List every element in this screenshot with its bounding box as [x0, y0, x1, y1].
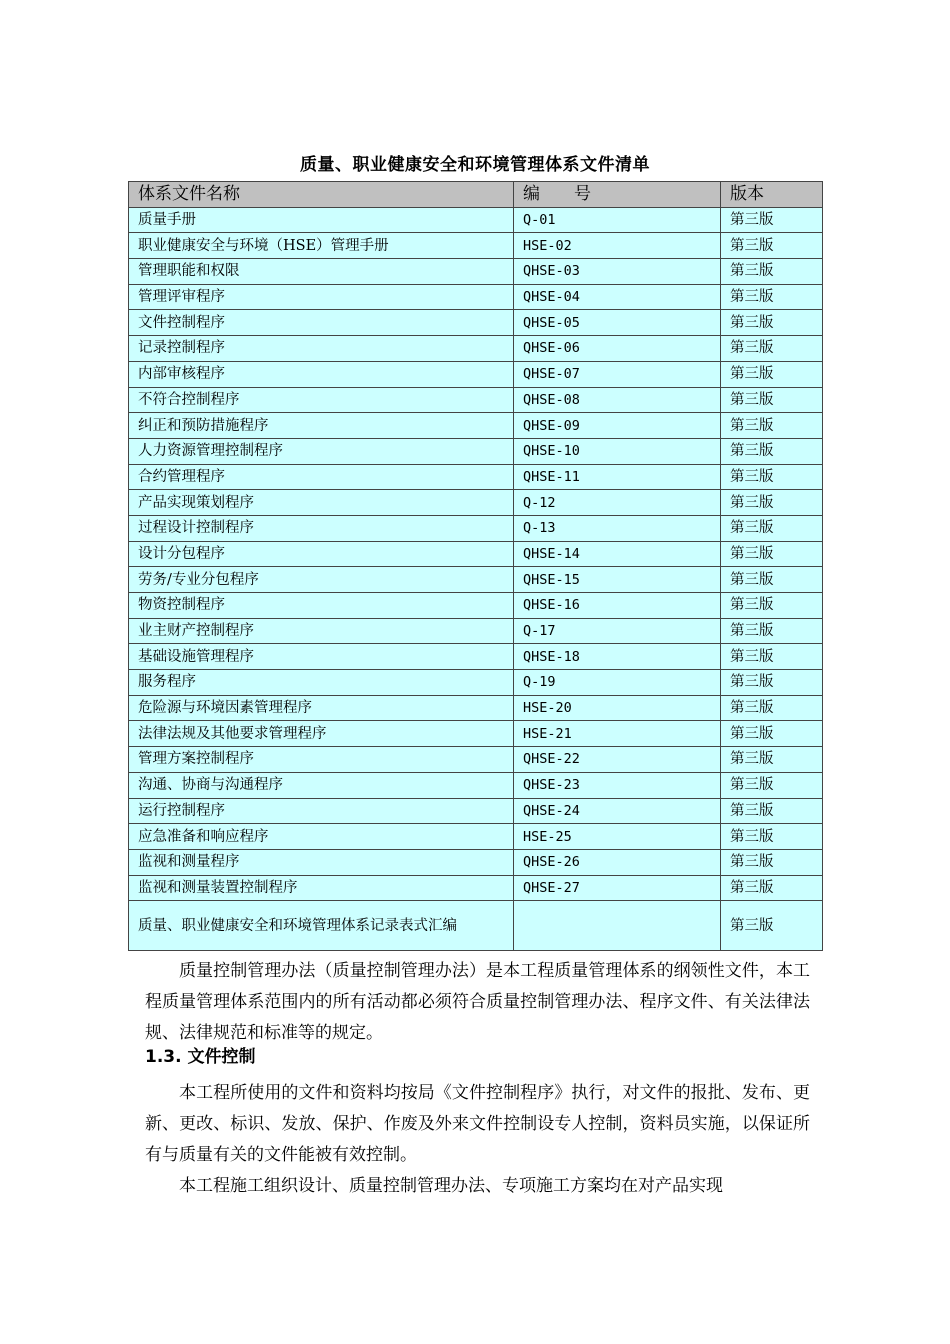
- cell-document-name: 内部审核程序: [129, 361, 514, 387]
- cell-document-code: QHSE-05: [514, 310, 721, 336]
- table-header-row: [129, 182, 823, 208]
- cell-document-version: 第三版: [721, 670, 823, 696]
- table-row: [129, 361, 823, 387]
- cell-document-code: QHSE-08: [514, 387, 721, 413]
- cell-document-version: 第三版: [721, 259, 823, 285]
- cell-document-name: 法律法规及其他要求管理程序: [129, 721, 514, 747]
- cell-document-code: QHSE-26: [514, 849, 721, 875]
- cell-document-code: HSE-25: [514, 824, 721, 850]
- cell-document-code: QHSE-10: [514, 438, 721, 464]
- table-row: [129, 824, 823, 850]
- table-row: [129, 747, 823, 773]
- table-row: [129, 721, 823, 747]
- table-row: [129, 618, 823, 644]
- cell-document-name: 服务程序: [129, 670, 514, 696]
- cell-document-code: QHSE-03: [514, 259, 721, 285]
- paragraph: [145, 1171, 810, 1202]
- table-row: [129, 772, 823, 798]
- cell-document-code: [514, 901, 721, 951]
- cell-document-name: 监视和测量装置控制程序: [129, 875, 514, 901]
- cell-document-name: 设计分包程序: [129, 541, 514, 567]
- cell-document-version: 第三版: [721, 772, 823, 798]
- cell-document-version: 第三版: [721, 875, 823, 901]
- cell-document-name: 应急准备和响应程序: [129, 824, 514, 850]
- cell-document-name: 不符合控制程序: [129, 387, 514, 413]
- cell-document-name: 业主财产控制程序: [129, 618, 514, 644]
- cell-document-code: Q-19: [514, 670, 721, 696]
- section-heading: 1.3. 文件控制: [145, 1047, 256, 1067]
- cell-document-code: QHSE-16: [514, 593, 721, 619]
- cell-document-version: 第三版: [721, 310, 823, 336]
- cell-document-version: 第三版: [721, 233, 823, 259]
- table-body: [129, 207, 823, 951]
- table-row: [129, 593, 823, 619]
- cell-document-version: 第三版: [721, 207, 823, 233]
- table-row: [129, 310, 823, 336]
- cell-document-version: 第三版: [721, 387, 823, 413]
- cell-document-name: 质量、职业健康安全和环境管理体系记录表式汇编: [129, 901, 514, 951]
- table-row: [129, 387, 823, 413]
- table-row: [129, 644, 823, 670]
- paragraph-text: 本工程施工组织设计、质量控制管理办法、专项施工方案均在对产品实现: [179, 1176, 723, 1196]
- table-row: [129, 515, 823, 541]
- cell-document-version: 第三版: [721, 490, 823, 516]
- cell-document-name: 基础设施管理程序: [129, 644, 514, 670]
- table-row: [129, 284, 823, 310]
- cell-document-code: HSE-21: [514, 721, 721, 747]
- cell-document-code: QHSE-24: [514, 798, 721, 824]
- cell-document-name: 运行控制程序: [129, 798, 514, 824]
- paragraph: [145, 956, 810, 1049]
- cell-document-version: 第三版: [721, 515, 823, 541]
- cell-document-code: HSE-20: [514, 695, 721, 721]
- cell-document-version: 第三版: [721, 901, 823, 951]
- cell-document-code: Q-12: [514, 490, 721, 516]
- cell-document-version: 第三版: [721, 361, 823, 387]
- cell-document-version: 第三版: [721, 438, 823, 464]
- cell-document-name: 质量手册: [129, 207, 514, 233]
- cell-document-version: 第三版: [721, 747, 823, 773]
- table-row: [129, 438, 823, 464]
- table-row: [129, 798, 823, 824]
- table-row: [129, 336, 823, 362]
- cell-document-name: 物资控制程序: [129, 593, 514, 619]
- cell-document-version: 第三版: [721, 541, 823, 567]
- cell-document-code: QHSE-15: [514, 567, 721, 593]
- cell-document-code: HSE-02: [514, 233, 721, 259]
- table-row: [129, 207, 823, 233]
- cell-document-code: QHSE-18: [514, 644, 721, 670]
- cell-document-name: 监视和测量程序: [129, 849, 514, 875]
- cell-document-version: 第三版: [721, 695, 823, 721]
- cell-document-version: 第三版: [721, 284, 823, 310]
- cell-document-code: Q-01: [514, 207, 721, 233]
- cell-document-version: 第三版: [721, 798, 823, 824]
- cell-document-version: 第三版: [721, 618, 823, 644]
- cell-document-name: 管理评审程序: [129, 284, 514, 310]
- cell-document-version: 第三版: [721, 413, 823, 439]
- cell-document-code: QHSE-04: [514, 284, 721, 310]
- cell-document-version: 第三版: [721, 721, 823, 747]
- cell-document-name: 管理方案控制程序: [129, 747, 514, 773]
- cell-document-name: 危险源与环境因素管理程序: [129, 695, 514, 721]
- cell-document-code: QHSE-23: [514, 772, 721, 798]
- cell-document-name: 过程设计控制程序: [129, 515, 514, 541]
- cell-document-code: QHSE-11: [514, 464, 721, 490]
- cell-document-name: 纠正和预防措施程序: [129, 413, 514, 439]
- cell-document-version: 第三版: [721, 464, 823, 490]
- cell-document-version: 第三版: [721, 567, 823, 593]
- table-row: [129, 875, 823, 901]
- cell-document-name: 管理职能和权限: [129, 259, 514, 285]
- cell-document-code: Q-13: [514, 515, 721, 541]
- table-row: [129, 541, 823, 567]
- cell-document-name: 劳务/专业分包程序: [129, 567, 514, 593]
- cell-document-code: QHSE-14: [514, 541, 721, 567]
- cell-document-name: 人力资源管理控制程序: [129, 438, 514, 464]
- cell-document-code: QHSE-27: [514, 875, 721, 901]
- cell-document-name: 沟通、协商与沟通程序: [129, 772, 514, 798]
- table-row: [129, 670, 823, 696]
- cell-document-version: 第三版: [721, 336, 823, 362]
- table-row: [129, 567, 823, 593]
- page-title: 质量、职业健康安全和环境管理体系文件清单: [300, 155, 650, 175]
- cell-document-code: QHSE-22: [514, 747, 721, 773]
- table-row: [129, 695, 823, 721]
- cell-document-code: Q-17: [514, 618, 721, 644]
- document-list-table: [128, 181, 823, 951]
- table-row: [129, 233, 823, 259]
- paragraph-text: 质量控制管理办法（质量控制管理办法）是本工程质量管理体系的纲领性文件，本工程质量管理体系范围内的所有活动都必须符合质量控制管理办法、程序文件、有关法律法规、法律规范和标准等的规定。: [145, 961, 810, 1043]
- cell-document-code: QHSE-09: [514, 413, 721, 439]
- table-row: [129, 901, 823, 951]
- header-version: 版本: [721, 182, 823, 208]
- header-name: 体系文件名称: [129, 182, 514, 208]
- table-row: [129, 413, 823, 439]
- paragraph: [145, 1078, 810, 1171]
- cell-document-name: 产品实现策划程序: [129, 490, 514, 516]
- cell-document-name: 职业健康安全与环境（HSE）管理手册: [129, 233, 514, 259]
- table-row: [129, 849, 823, 875]
- cell-document-version: 第三版: [721, 593, 823, 619]
- cell-document-version: 第三版: [721, 824, 823, 850]
- cell-document-version: 第三版: [721, 849, 823, 875]
- cell-document-name: 记录控制程序: [129, 336, 514, 362]
- cell-document-version: 第三版: [721, 644, 823, 670]
- paragraph-text: 本工程所使用的文件和资料均按局《文件控制程序》执行，对文件的报批、发布、更新、更改、标识、发放、保护、作废及外来文件控制设专人控制，资料员实施，以保证所有与质量有关的文件能被有效控制。: [145, 1083, 810, 1165]
- table-row: [129, 464, 823, 490]
- cell-document-name: 文件控制程序: [129, 310, 514, 336]
- header-code: 编 号: [514, 182, 721, 208]
- table-row: [129, 259, 823, 285]
- cell-document-name: 合约管理程序: [129, 464, 514, 490]
- cell-document-code: QHSE-07: [514, 361, 721, 387]
- cell-document-code: QHSE-06: [514, 336, 721, 362]
- table-row: [129, 490, 823, 516]
